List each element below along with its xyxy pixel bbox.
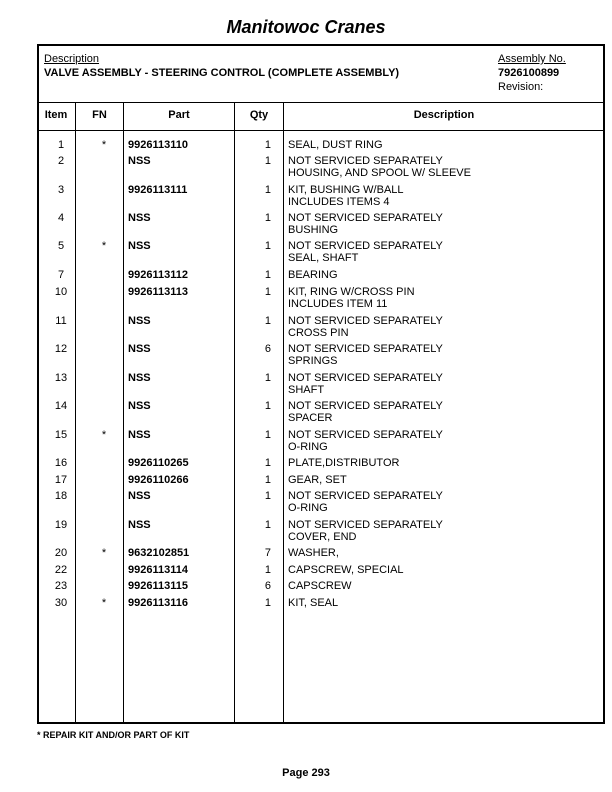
column-header-qty: Qty bbox=[249, 109, 269, 121]
part-description bbox=[288, 240, 598, 264]
description-line: O-RING bbox=[288, 502, 328, 514]
item-number: 1 bbox=[57, 139, 65, 151]
description-line: SPRINGS bbox=[288, 355, 338, 367]
part-description bbox=[288, 580, 598, 592]
item-number: 5 bbox=[57, 240, 65, 252]
description-line: SPACER bbox=[288, 412, 333, 424]
description-line: NOT SERVICED SEPARATELY bbox=[288, 490, 443, 502]
quantity: 1 bbox=[264, 474, 271, 486]
column-header-part: Part bbox=[168, 109, 190, 121]
item-number: 11 bbox=[55, 315, 67, 327]
part-number: 9926113111 bbox=[128, 184, 188, 196]
quantity: 1 bbox=[264, 184, 271, 196]
column-header-item: Item bbox=[44, 109, 68, 121]
quantity: 1 bbox=[264, 212, 271, 224]
item-number: 17 bbox=[54, 474, 68, 486]
part-number: 9926113114 bbox=[128, 564, 188, 576]
part-description bbox=[288, 139, 598, 151]
part-description bbox=[288, 457, 598, 469]
part-description bbox=[288, 269, 598, 281]
item-number: 2 bbox=[57, 155, 65, 167]
revision-label: Revision: bbox=[498, 81, 544, 93]
description-line: KIT, BUSHING W/BALL bbox=[288, 184, 404, 196]
description-line: BUSHING bbox=[288, 224, 339, 236]
item-number: 15 bbox=[54, 429, 68, 441]
description-line: NOT SERVICED SEPARATELY bbox=[288, 519, 443, 531]
item-number: 20 bbox=[54, 547, 68, 559]
part-description bbox=[288, 597, 598, 609]
column-divider bbox=[123, 102, 124, 724]
part-description bbox=[288, 564, 598, 576]
description-line: NOT SERVICED SEPARATELY bbox=[288, 343, 443, 355]
description-line: SEAL, SHAFT bbox=[288, 252, 359, 264]
quantity: 1 bbox=[264, 457, 271, 469]
part-description bbox=[288, 547, 598, 559]
description-line: GEAR, SET bbox=[288, 474, 347, 486]
description-line: O-RING bbox=[288, 441, 328, 453]
description-line: NOT SERVICED SEPARATELY bbox=[288, 372, 443, 384]
page-number: Page 293 bbox=[282, 767, 330, 779]
quantity: 6 bbox=[264, 343, 271, 355]
quantity: 1 bbox=[264, 286, 271, 298]
assembly-number: 7926100899 bbox=[498, 67, 560, 79]
part-description bbox=[288, 212, 598, 236]
quantity: 1 bbox=[264, 597, 271, 609]
part-number: NSS bbox=[128, 155, 151, 167]
item-number: 7 bbox=[57, 269, 65, 281]
part-number: NSS bbox=[128, 212, 151, 224]
quantity: 1 bbox=[264, 372, 271, 384]
part-number: NSS bbox=[128, 372, 151, 384]
description-line: NOT SERVICED SEPARATELY bbox=[288, 400, 443, 412]
item-number: 14 bbox=[54, 400, 68, 412]
description-line: INCLUDES ITEM 11 bbox=[288, 298, 388, 310]
part-description bbox=[288, 400, 598, 424]
description-line: CAPSCREW bbox=[288, 580, 352, 592]
description-line: CROSS PIN bbox=[288, 327, 349, 339]
item-number: 4 bbox=[57, 212, 65, 224]
column-divider bbox=[234, 102, 235, 724]
part-number: NSS bbox=[128, 240, 151, 252]
part-number: 9926113112 bbox=[128, 269, 188, 281]
quantity: 1 bbox=[264, 240, 271, 252]
item-number: 10 bbox=[54, 286, 68, 298]
column-header-fn: FN bbox=[92, 109, 107, 121]
quantity: 1 bbox=[264, 139, 271, 151]
part-number: 9926113110 bbox=[128, 139, 188, 151]
description-line: NOT SERVICED SEPARATELY bbox=[288, 155, 443, 167]
part-description bbox=[288, 286, 598, 310]
description-line: NOT SERVICED SEPARATELY bbox=[288, 212, 443, 224]
item-number: 12 bbox=[54, 343, 68, 355]
column-header-description: Description bbox=[413, 109, 475, 121]
fn-marker: * bbox=[101, 547, 107, 559]
assembly-label: Assembly No. bbox=[498, 53, 566, 65]
item-number: 16 bbox=[54, 457, 68, 469]
part-description bbox=[288, 343, 598, 367]
description-line: SEAL, DUST RING bbox=[288, 139, 383, 151]
description-line: INCLUDES ITEMS 4 bbox=[288, 196, 390, 208]
quantity: 1 bbox=[264, 400, 271, 412]
fn-marker: * bbox=[101, 597, 107, 609]
description-line: BEARING bbox=[288, 269, 338, 281]
quantity: 1 bbox=[264, 429, 271, 441]
description-line: CAPSCREW, SPECIAL bbox=[288, 564, 404, 576]
description-line: WASHER, bbox=[288, 547, 339, 559]
item-number: 19 bbox=[54, 519, 68, 531]
part-number: NSS bbox=[128, 429, 151, 441]
quantity: 1 bbox=[264, 269, 271, 281]
part-description bbox=[288, 519, 598, 543]
part-number: 9926113115 bbox=[128, 580, 188, 592]
quantity: 7 bbox=[264, 547, 271, 559]
quantity: 1 bbox=[264, 519, 271, 531]
description-line: PLATE,DISTRIBUTOR bbox=[288, 457, 400, 469]
item-number: 30 bbox=[54, 597, 68, 609]
part-description bbox=[288, 474, 598, 486]
description-label: Description bbox=[44, 53, 100, 65]
part-description bbox=[288, 490, 598, 514]
description-line: SHAFT bbox=[288, 384, 325, 396]
item-number: 23 bbox=[54, 580, 68, 592]
part-number: NSS bbox=[128, 315, 151, 327]
page-title: Manitowoc Cranes bbox=[226, 17, 386, 37]
description-line: NOT SERVICED SEPARATELY bbox=[288, 240, 443, 252]
part-number: 9926113116 bbox=[128, 597, 188, 609]
part-description bbox=[288, 372, 598, 396]
description-line: NOT SERVICED SEPARATELY bbox=[288, 315, 443, 327]
quantity: 6 bbox=[264, 580, 271, 592]
part-number: 9926113113 bbox=[128, 286, 188, 298]
part-number: 9926110266 bbox=[128, 474, 189, 486]
quantity: 1 bbox=[264, 155, 271, 167]
part-number: NSS bbox=[128, 343, 151, 355]
part-description bbox=[288, 184, 598, 208]
part-description bbox=[288, 315, 598, 339]
item-number: 13 bbox=[54, 372, 68, 384]
part-description bbox=[288, 429, 598, 453]
description-line: COVER, END bbox=[288, 531, 357, 543]
quantity: 1 bbox=[264, 315, 271, 327]
item-number: 22 bbox=[54, 564, 68, 576]
description-line: KIT, RING W/CROSS PIN bbox=[288, 286, 415, 298]
part-number: NSS bbox=[128, 400, 151, 412]
part-description bbox=[288, 155, 598, 179]
item-number: 3 bbox=[57, 184, 65, 196]
quantity: 1 bbox=[264, 564, 271, 576]
description-value: VALVE ASSEMBLY - STEERING CONTROL (COMPLETE ASSEMBLY) bbox=[44, 67, 400, 79]
footnote: * REPAIR KIT AND/OR PART OF KIT bbox=[37, 730, 190, 740]
description-line: NOT SERVICED SEPARATELY bbox=[288, 429, 443, 441]
fn-marker: * bbox=[101, 139, 107, 151]
column-divider bbox=[283, 102, 284, 724]
item-number: 18 bbox=[54, 490, 68, 502]
description-line: KIT, SEAL bbox=[288, 597, 339, 609]
part-number: NSS bbox=[128, 490, 151, 502]
description-line: HOUSING, AND SPOOL W/ SLEEVE bbox=[288, 167, 471, 179]
quantity: 1 bbox=[264, 490, 271, 502]
fn-marker: * bbox=[101, 429, 107, 441]
part-number: 9632102851 bbox=[128, 547, 190, 559]
fn-marker: * bbox=[101, 240, 107, 252]
part-number: 9926110265 bbox=[128, 457, 189, 469]
part-number: NSS bbox=[128, 519, 151, 531]
